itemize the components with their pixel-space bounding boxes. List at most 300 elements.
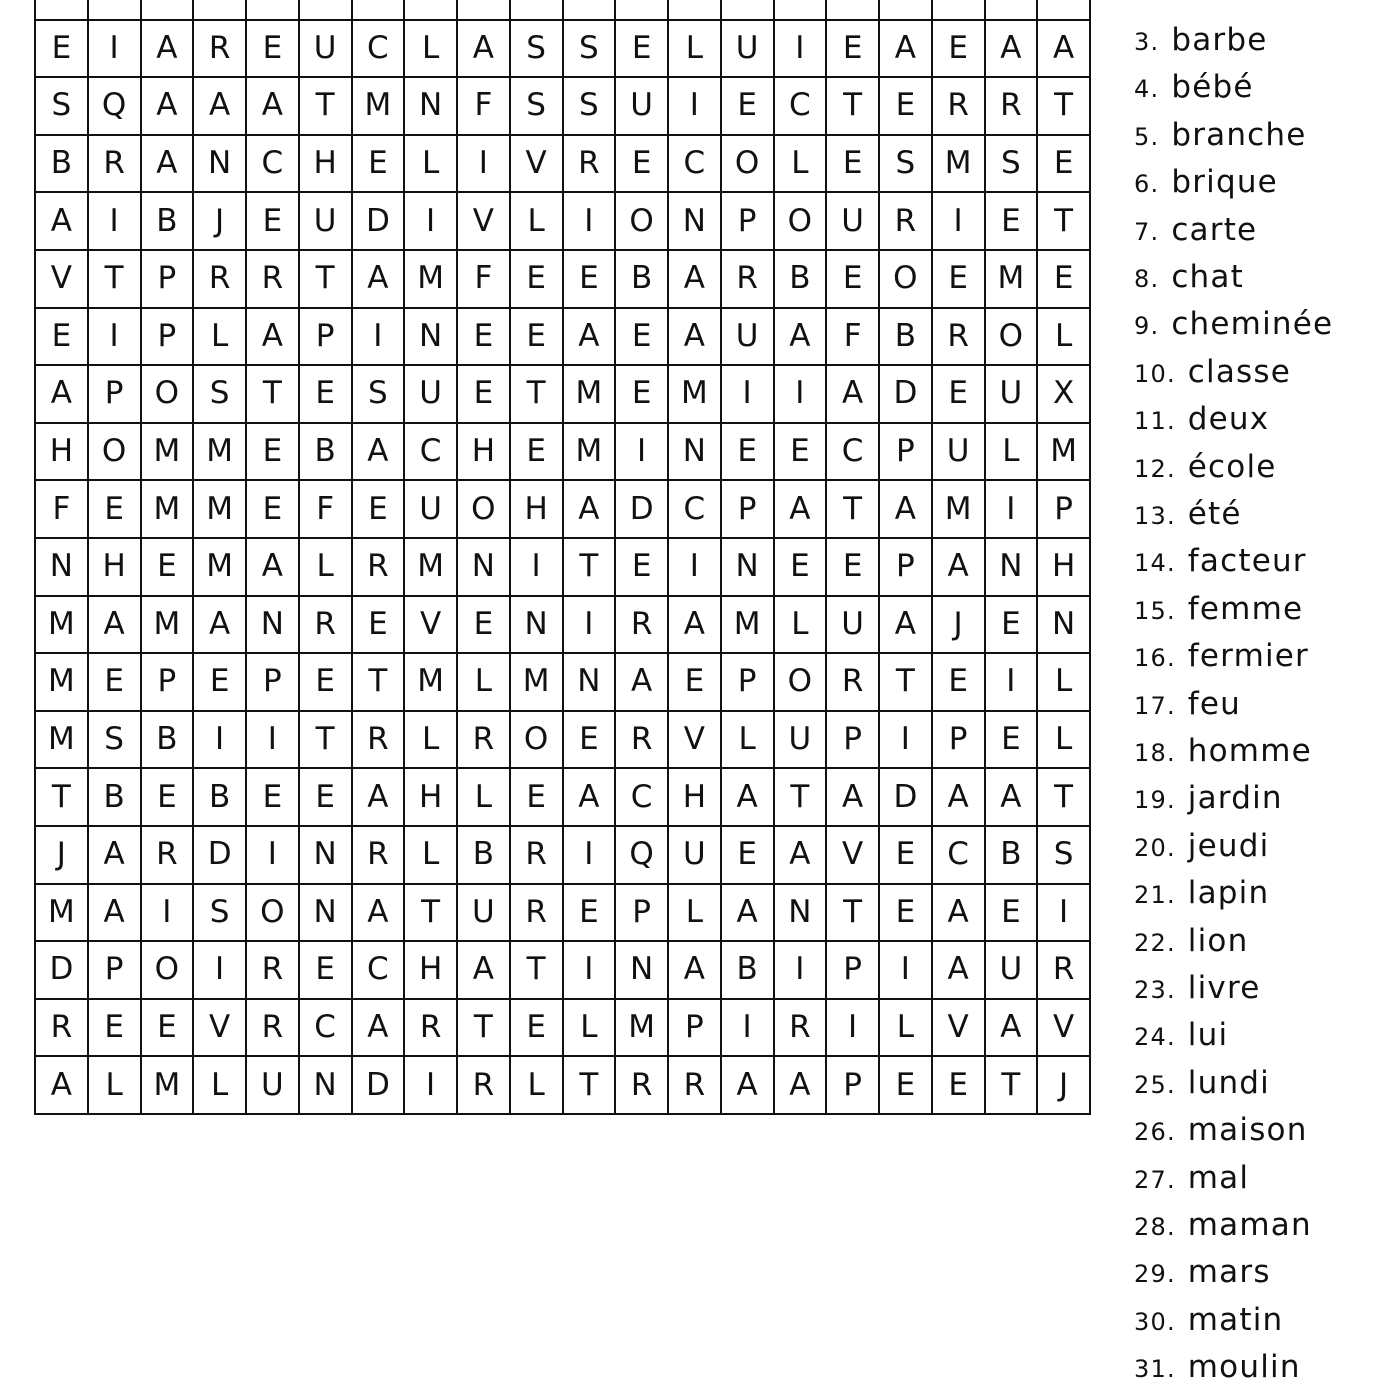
grid-cell[interactable]: I xyxy=(89,307,142,365)
grid-cell[interactable]: O xyxy=(142,364,195,422)
grid-cell[interactable]: B xyxy=(89,767,142,825)
grid-cell[interactable]: E xyxy=(722,422,775,480)
grid-cell[interactable]: I xyxy=(986,652,1039,710)
grid-cell[interactable]: I xyxy=(986,479,1039,537)
grid-cell[interactable]: E xyxy=(933,652,986,710)
grid-cell[interactable]: R xyxy=(142,825,195,883)
grid-cell[interactable]: N xyxy=(458,537,511,595)
grid-cell[interactable]: O xyxy=(880,249,933,307)
grid-cell[interactable]: I xyxy=(669,537,722,595)
grid-cell[interactable]: A xyxy=(564,479,617,537)
grid-cell[interactable]: O xyxy=(458,479,511,537)
grid-cell[interactable]: U xyxy=(616,76,669,134)
grid-cell[interactable]: T xyxy=(458,998,511,1056)
grid-cell[interactable]: I xyxy=(827,998,880,1056)
grid-cell[interactable]: A xyxy=(669,940,722,998)
grid-cell[interactable]: T xyxy=(564,537,617,595)
grid-cell[interactable]: S xyxy=(511,19,564,77)
grid-cell[interactable]: R xyxy=(722,249,775,307)
grid-cell[interactable]: E xyxy=(511,998,564,1056)
grid-cell[interactable]: P xyxy=(880,537,933,595)
grid-cell[interactable]: S xyxy=(564,76,617,134)
grid-cell-blank[interactable] xyxy=(775,0,828,19)
grid-cell[interactable]: N xyxy=(300,883,353,941)
grid-cell[interactable]: T xyxy=(1038,191,1091,249)
grid-cell[interactable]: A xyxy=(986,998,1039,1056)
grid-cell[interactable]: R xyxy=(247,249,300,307)
grid-cell[interactable]: R xyxy=(827,652,880,710)
grid-cell[interactable]: E xyxy=(89,479,142,537)
grid-cell[interactable]: C xyxy=(933,825,986,883)
grid-cell[interactable]: E xyxy=(300,767,353,825)
grid-cell[interactable]: A xyxy=(827,364,880,422)
grid-cell[interactable]: T xyxy=(511,940,564,998)
grid-cell[interactable]: L xyxy=(458,652,511,710)
grid-cell[interactable]: J xyxy=(36,825,89,883)
grid-cell[interactable]: U xyxy=(300,19,353,77)
grid-cell[interactable]: E xyxy=(827,537,880,595)
grid-cell[interactable]: M xyxy=(722,595,775,653)
grid-cell[interactable]: J xyxy=(194,191,247,249)
grid-cell[interactable]: F xyxy=(36,479,89,537)
grid-cell[interactable]: A xyxy=(986,19,1039,77)
grid-cell[interactable]: A xyxy=(775,825,828,883)
grid-cell[interactable]: L xyxy=(669,883,722,941)
grid-cell[interactable]: M xyxy=(616,998,669,1056)
grid-cell[interactable]: R xyxy=(458,1055,511,1113)
grid-cell[interactable]: N xyxy=(194,134,247,192)
grid-cell[interactable]: L xyxy=(775,595,828,653)
grid-cell[interactable]: A xyxy=(36,191,89,249)
grid-cell[interactable]: U xyxy=(247,1055,300,1113)
grid-cell[interactable]: S xyxy=(1038,825,1091,883)
grid-cell[interactable]: E xyxy=(775,537,828,595)
grid-cell[interactable]: A xyxy=(722,883,775,941)
grid-cell[interactable]: P xyxy=(827,1055,880,1113)
grid-cell[interactable]: B xyxy=(142,191,195,249)
grid-cell[interactable]: M xyxy=(986,249,1039,307)
grid-cell[interactable]: S xyxy=(353,364,406,422)
grid-cell[interactable]: T xyxy=(827,76,880,134)
grid-cell[interactable]: S xyxy=(564,19,617,77)
grid-cell[interactable]: C xyxy=(300,998,353,1056)
grid-cell[interactable]: H xyxy=(89,537,142,595)
grid-cell[interactable]: E xyxy=(511,422,564,480)
grid-cell[interactable]: L xyxy=(511,1055,564,1113)
grid-cell[interactable]: I xyxy=(458,134,511,192)
grid-cell[interactable]: C xyxy=(669,479,722,537)
grid-cell[interactable]: C xyxy=(669,134,722,192)
grid-cell[interactable]: U xyxy=(722,19,775,77)
grid-cell[interactable]: R xyxy=(36,998,89,1056)
grid-cell[interactable]: S xyxy=(36,76,89,134)
grid-cell[interactable]: A xyxy=(880,19,933,77)
grid-cell[interactable]: T xyxy=(300,249,353,307)
grid-cell[interactable]: E xyxy=(142,537,195,595)
grid-cell[interactable]: N xyxy=(300,1055,353,1113)
grid-cell[interactable]: E xyxy=(247,422,300,480)
grid-cell[interactable]: I xyxy=(669,76,722,134)
grid-cell[interactable]: H xyxy=(405,940,458,998)
grid-cell[interactable]: R xyxy=(247,940,300,998)
grid-cell[interactable]: L xyxy=(1038,307,1091,365)
grid-cell[interactable]: E xyxy=(933,1055,986,1113)
grid-cell[interactable]: E xyxy=(458,595,511,653)
grid-cell[interactable]: R xyxy=(616,595,669,653)
grid-cell[interactable]: E xyxy=(616,364,669,422)
grid-cell[interactable]: A xyxy=(722,1055,775,1113)
grid-cell[interactable]: R xyxy=(458,710,511,768)
grid-cell[interactable]: R xyxy=(1038,940,1091,998)
grid-cell-blank[interactable] xyxy=(353,0,406,19)
grid-cell[interactable]: R xyxy=(405,998,458,1056)
grid-cell-blank[interactable] xyxy=(511,0,564,19)
grid-cell[interactable]: I xyxy=(353,307,406,365)
grid-cell[interactable]: O xyxy=(247,883,300,941)
grid-cell[interactable]: H xyxy=(669,767,722,825)
grid-cell[interactable]: D xyxy=(194,825,247,883)
grid-cell[interactable]: V xyxy=(1038,998,1091,1056)
grid-cell[interactable]: E xyxy=(827,134,880,192)
grid-cell[interactable]: P xyxy=(722,479,775,537)
grid-cell[interactable]: A xyxy=(933,767,986,825)
grid-cell[interactable]: E xyxy=(564,249,617,307)
grid-cell[interactable]: A xyxy=(142,76,195,134)
grid-cell[interactable]: E xyxy=(616,307,669,365)
grid-cell-blank[interactable] xyxy=(669,0,722,19)
grid-cell[interactable]: I xyxy=(722,998,775,1056)
grid-cell[interactable]: N xyxy=(300,825,353,883)
grid-cell[interactable]: E xyxy=(247,19,300,77)
grid-cell[interactable]: A xyxy=(458,940,511,998)
grid-cell[interactable]: I xyxy=(933,191,986,249)
grid-cell[interactable]: R xyxy=(194,19,247,77)
grid-cell[interactable]: F xyxy=(458,76,511,134)
grid-cell[interactable]: B xyxy=(775,249,828,307)
grid-cell[interactable]: A xyxy=(142,19,195,77)
grid-cell[interactable]: S xyxy=(194,364,247,422)
grid-cell[interactable]: T xyxy=(986,1055,1039,1113)
grid-cell[interactable]: H xyxy=(1038,537,1091,595)
grid-cell[interactable]: V xyxy=(458,191,511,249)
grid-cell[interactable]: N xyxy=(986,537,1039,595)
grid-cell[interactable]: E xyxy=(300,652,353,710)
grid-cell[interactable]: E xyxy=(1038,249,1091,307)
grid-cell[interactable]: D xyxy=(616,479,669,537)
grid-cell[interactable]: R xyxy=(880,191,933,249)
grid-cell[interactable]: I xyxy=(194,710,247,768)
grid-cell[interactable]: R xyxy=(353,537,406,595)
grid-cell[interactable]: I xyxy=(564,825,617,883)
grid-cell-blank[interactable] xyxy=(564,0,617,19)
grid-cell-blank[interactable] xyxy=(36,0,89,19)
grid-cell[interactable]: E xyxy=(142,998,195,1056)
grid-cell[interactable]: E xyxy=(880,76,933,134)
grid-cell[interactable]: E xyxy=(827,19,880,77)
grid-cell[interactable]: E xyxy=(194,652,247,710)
grid-cell[interactable]: M xyxy=(142,1055,195,1113)
grid-cell[interactable]: R xyxy=(511,883,564,941)
grid-cell[interactable]: U xyxy=(775,710,828,768)
grid-cell[interactable]: E xyxy=(986,595,1039,653)
grid-cell[interactable]: A xyxy=(669,249,722,307)
grid-cell[interactable]: O xyxy=(986,307,1039,365)
grid-cell[interactable]: I xyxy=(722,364,775,422)
grid-cell[interactable]: T xyxy=(353,652,406,710)
grid-cell[interactable]: H xyxy=(405,767,458,825)
grid-cell[interactable]: D xyxy=(880,767,933,825)
grid-cell[interactable]: E xyxy=(986,191,1039,249)
grid-cell[interactable]: N xyxy=(405,307,458,365)
grid-cell[interactable]: L xyxy=(1038,710,1091,768)
grid-cell[interactable]: I xyxy=(880,940,933,998)
grid-cell[interactable]: T xyxy=(564,1055,617,1113)
grid-cell[interactable]: A xyxy=(1038,19,1091,77)
grid-cell[interactable]: H xyxy=(511,479,564,537)
grid-cell[interactable]: I xyxy=(405,191,458,249)
grid-cell[interactable]: M xyxy=(36,710,89,768)
grid-cell[interactable]: T xyxy=(827,883,880,941)
grid-cell[interactable]: P xyxy=(89,940,142,998)
grid-cell[interactable]: X xyxy=(1038,364,1091,422)
grid-cell[interactable]: I xyxy=(142,883,195,941)
grid-cell[interactable]: R xyxy=(775,998,828,1056)
grid-cell[interactable]: E xyxy=(722,76,775,134)
grid-cell[interactable]: I xyxy=(511,537,564,595)
grid-cell[interactable]: E xyxy=(511,767,564,825)
grid-cell[interactable]: M xyxy=(405,652,458,710)
grid-cell[interactable]: S xyxy=(986,134,1039,192)
grid-cell[interactable]: D xyxy=(36,940,89,998)
grid-cell[interactable]: M xyxy=(142,479,195,537)
grid-cell[interactable]: A xyxy=(775,479,828,537)
grid-cell[interactable]: M xyxy=(564,422,617,480)
grid-cell[interactable]: V xyxy=(511,134,564,192)
grid-cell[interactable]: T xyxy=(827,479,880,537)
grid-cell[interactable]: T xyxy=(1038,76,1091,134)
grid-cell[interactable]: E xyxy=(353,595,406,653)
grid-cell[interactable]: P xyxy=(1038,479,1091,537)
grid-cell[interactable]: E xyxy=(880,825,933,883)
grid-cell[interactable]: S xyxy=(89,710,142,768)
grid-cell[interactable]: A xyxy=(247,76,300,134)
grid-cell[interactable]: O xyxy=(616,191,669,249)
grid-cell[interactable]: P xyxy=(142,307,195,365)
grid-cell[interactable]: A xyxy=(353,883,406,941)
grid-cell[interactable]: V xyxy=(36,249,89,307)
grid-cell[interactable]: E xyxy=(564,883,617,941)
grid-cell[interactable]: C xyxy=(247,134,300,192)
grid-cell[interactable]: M xyxy=(142,595,195,653)
grid-cell[interactable]: I xyxy=(775,364,828,422)
grid-cell[interactable]: A xyxy=(353,767,406,825)
grid-cell[interactable]: M xyxy=(564,364,617,422)
grid-cell[interactable]: M xyxy=(511,652,564,710)
grid-cell[interactable]: E xyxy=(616,134,669,192)
grid-cell[interactable]: E xyxy=(986,710,1039,768)
grid-cell[interactable]: B xyxy=(722,940,775,998)
grid-cell[interactable]: N xyxy=(722,537,775,595)
grid-cell[interactable]: M xyxy=(142,422,195,480)
grid-cell[interactable]: A xyxy=(353,998,406,1056)
grid-cell[interactable]: N xyxy=(775,883,828,941)
grid-cell[interactable]: E xyxy=(775,422,828,480)
grid-cell[interactable]: S xyxy=(511,76,564,134)
grid-cell[interactable]: V xyxy=(933,998,986,1056)
grid-cell[interactable]: A xyxy=(36,364,89,422)
grid-cell[interactable]: U xyxy=(986,364,1039,422)
grid-cell[interactable]: T xyxy=(300,710,353,768)
grid-cell[interactable]: F xyxy=(300,479,353,537)
grid-cell[interactable]: E xyxy=(89,652,142,710)
grid-cell[interactable]: L xyxy=(458,767,511,825)
grid-cell[interactable]: H xyxy=(300,134,353,192)
grid-cell-blank[interactable] xyxy=(827,0,880,19)
grid-cell-blank[interactable] xyxy=(616,0,669,19)
grid-cell[interactable]: A xyxy=(827,767,880,825)
grid-cell[interactable]: A xyxy=(933,537,986,595)
grid-cell[interactable]: M xyxy=(933,479,986,537)
grid-cell[interactable]: I xyxy=(616,422,669,480)
grid-cell[interactable]: P xyxy=(89,364,142,422)
grid-cell[interactable]: E xyxy=(933,364,986,422)
grid-cell[interactable]: I xyxy=(564,595,617,653)
grid-cell[interactable]: U xyxy=(933,422,986,480)
grid-cell[interactable]: U xyxy=(405,479,458,537)
grid-cell[interactable]: B xyxy=(880,307,933,365)
grid-cell[interactable]: M xyxy=(194,537,247,595)
grid-cell[interactable]: M xyxy=(405,249,458,307)
grid-cell[interactable]: H xyxy=(458,422,511,480)
grid-cell[interactable]: E xyxy=(247,479,300,537)
grid-cell[interactable]: V xyxy=(405,595,458,653)
grid-cell[interactable]: M xyxy=(933,134,986,192)
grid-cell[interactable]: E xyxy=(247,191,300,249)
grid-cell[interactable]: E xyxy=(511,307,564,365)
grid-cell-blank[interactable] xyxy=(300,0,353,19)
grid-cell[interactable]: L xyxy=(564,998,617,1056)
grid-cell[interactable]: V xyxy=(669,710,722,768)
grid-cell[interactable]: C xyxy=(353,940,406,998)
grid-cell[interactable]: O xyxy=(722,134,775,192)
grid-cell[interactable]: I xyxy=(775,19,828,77)
grid-cell[interactable]: D xyxy=(880,364,933,422)
grid-cell[interactable]: N xyxy=(616,940,669,998)
grid-cell[interactable]: R xyxy=(564,134,617,192)
grid-cell[interactable]: I xyxy=(775,940,828,998)
grid-cell[interactable]: N xyxy=(669,191,722,249)
grid-cell[interactable]: R xyxy=(353,710,406,768)
grid-cell[interactable]: L xyxy=(775,134,828,192)
grid-cell-blank[interactable] xyxy=(194,0,247,19)
grid-cell[interactable]: R xyxy=(933,307,986,365)
grid-cell[interactable]: B xyxy=(986,825,1039,883)
grid-cell[interactable]: L xyxy=(511,191,564,249)
grid-cell[interactable]: O xyxy=(775,652,828,710)
grid-cell[interactable]: P xyxy=(827,710,880,768)
grid-cell[interactable]: B xyxy=(616,249,669,307)
grid-cell[interactable]: U xyxy=(669,825,722,883)
grid-cell[interactable]: T xyxy=(405,883,458,941)
grid-cell[interactable]: E xyxy=(300,940,353,998)
grid-cell[interactable]: S xyxy=(880,134,933,192)
grid-cell-blank[interactable] xyxy=(247,0,300,19)
grid-cell[interactable]: M xyxy=(1038,422,1091,480)
grid-cell-blank[interactable] xyxy=(458,0,511,19)
grid-cell[interactable]: E xyxy=(827,249,880,307)
grid-cell[interactable]: P xyxy=(827,940,880,998)
grid-cell[interactable]: M xyxy=(405,537,458,595)
grid-cell[interactable]: T xyxy=(511,364,564,422)
grid-cell[interactable]: C xyxy=(405,422,458,480)
grid-cell[interactable]: L xyxy=(405,825,458,883)
grid-cell[interactable]: L xyxy=(986,422,1039,480)
grid-cell[interactable]: T xyxy=(247,364,300,422)
grid-cell[interactable]: J xyxy=(933,595,986,653)
grid-cell[interactable]: A xyxy=(564,307,617,365)
grid-cell[interactable]: B xyxy=(142,710,195,768)
grid-cell[interactable]: A xyxy=(669,307,722,365)
grid-cell[interactable]: C xyxy=(353,19,406,77)
grid-cell[interactable]: M xyxy=(194,479,247,537)
grid-cell[interactable]: A xyxy=(142,134,195,192)
grid-cell[interactable]: R xyxy=(353,825,406,883)
grid-cell[interactable]: E xyxy=(36,307,89,365)
grid-cell[interactable]: P xyxy=(722,652,775,710)
grid-cell[interactable]: H xyxy=(36,422,89,480)
grid-cell[interactable]: A xyxy=(247,537,300,595)
grid-cell[interactable]: U xyxy=(827,595,880,653)
grid-cell[interactable]: M xyxy=(36,883,89,941)
grid-cell[interactable]: R xyxy=(89,134,142,192)
grid-cell[interactable]: L xyxy=(669,19,722,77)
grid-cell[interactable]: R xyxy=(616,1055,669,1113)
grid-cell-blank[interactable] xyxy=(89,0,142,19)
grid-cell[interactable]: E xyxy=(247,767,300,825)
grid-cell[interactable]: E xyxy=(1038,134,1091,192)
grid-cell[interactable]: I xyxy=(247,710,300,768)
grid-cell[interactable]: A xyxy=(247,307,300,365)
grid-cell[interactable]: A xyxy=(775,307,828,365)
grid-cell[interactable]: E xyxy=(880,883,933,941)
grid-cell[interactable]: E xyxy=(300,364,353,422)
grid-cell[interactable]: I xyxy=(194,940,247,998)
grid-cell[interactable]: I xyxy=(880,710,933,768)
grid-cell[interactable]: M xyxy=(669,364,722,422)
grid-cell[interactable]: N xyxy=(1038,595,1091,653)
grid-cell[interactable]: I xyxy=(89,19,142,77)
grid-cell[interactable]: L xyxy=(405,134,458,192)
grid-cell[interactable]: T xyxy=(775,767,828,825)
grid-cell[interactable]: I xyxy=(564,191,617,249)
grid-cell-blank[interactable] xyxy=(142,0,195,19)
grid-cell[interactable]: R xyxy=(511,825,564,883)
grid-cell[interactable]: L xyxy=(880,998,933,1056)
grid-cell[interactable]: U xyxy=(300,191,353,249)
grid-cell[interactable]: P xyxy=(300,307,353,365)
grid-cell[interactable]: A xyxy=(353,249,406,307)
grid-cell[interactable]: F xyxy=(458,249,511,307)
grid-cell-blank[interactable] xyxy=(405,0,458,19)
grid-cell-blank[interactable] xyxy=(933,0,986,19)
grid-cell[interactable]: A xyxy=(880,595,933,653)
grid-cell[interactable]: E xyxy=(511,249,564,307)
grid-cell[interactable]: A xyxy=(194,76,247,134)
grid-cell[interactable]: T xyxy=(89,249,142,307)
grid-cell[interactable]: N xyxy=(36,537,89,595)
grid-cell[interactable]: E xyxy=(36,19,89,77)
grid-cell[interactable]: F xyxy=(827,307,880,365)
